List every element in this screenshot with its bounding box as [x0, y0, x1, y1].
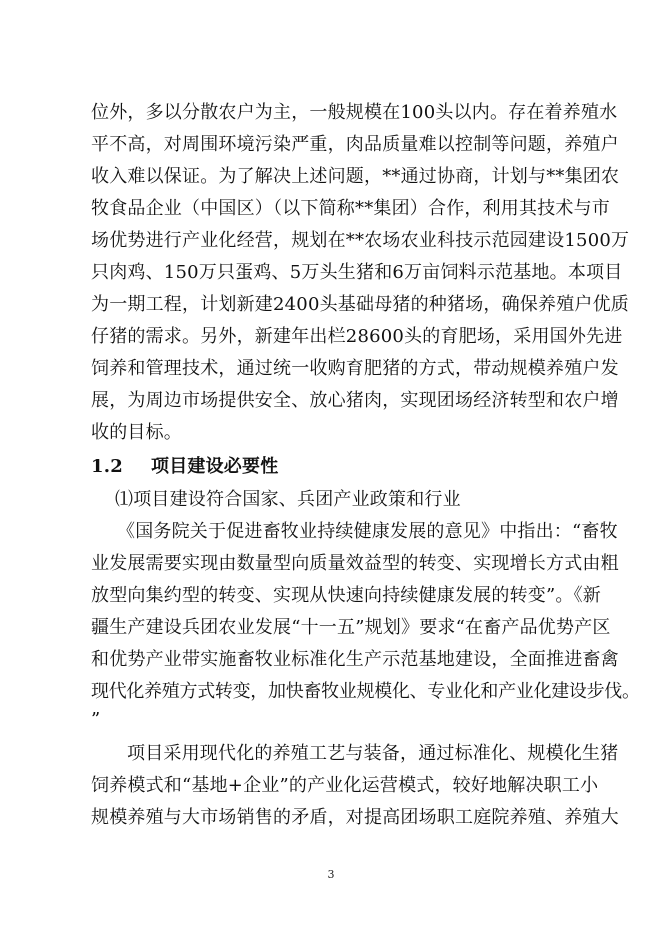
paragraph-line: 项目采用现代化的养殖工艺与装备，通过标准化、规模化生猪: [127, 743, 619, 764]
paragraph-line: 为一期工程，计划新建2400头基础母猪的种猪场，确保养殖户优质: [91, 294, 630, 315]
paragraph-line: 饲养模式和“基地+企业”的产业化运营模式，较好地解决职工小: [91, 775, 599, 796]
section-number: 1.2: [91, 456, 123, 477]
paragraph-line: 业发展需要实现由数量型向质量效益型的转变、实现增长方式由粗: [91, 553, 619, 574]
paragraph-line: 现代化养殖方式转变，加快畜牧业规模化、专业化和产业化建设步伐。: [91, 681, 640, 702]
subsection-heading: ⑴项目建设符合国家、兵团产业政策和行业: [115, 489, 461, 510]
paragraph-line: 和优势产业带实施畜牧业标准化生产示范基地建设，全面推进畜禽: [91, 649, 619, 670]
paragraph-line: 放型向集约型的转变、实现从快速向持续健康发展的转变”。《新: [91, 585, 601, 606]
paragraph-line: ”: [91, 709, 101, 730]
paragraph-line: 收入难以保证。为了解决上述问题，**通过协商，计划与**集团农: [91, 166, 620, 187]
paragraph-line: 场优势进行产业化经营，规划在**农场农业科技示范园建设1500万: [91, 230, 630, 251]
paragraph-line: 规模养殖与大市场销售的矛盾，对提高团场职工庭院养殖、养殖大: [91, 807, 619, 828]
paragraph-line: 只肉鸡、150万只蛋鸡、5万头生猪和6万亩饲料示范基地。本项目: [91, 262, 623, 283]
paragraph-line: 位外，多以分散农户为主，一般规模在100头以内。存在着养殖水: [91, 102, 618, 123]
paragraph-line: 仔猪的需求。另外，新建年出栏28600头的育肥场，采用国外先进: [91, 326, 623, 347]
paragraph-line: 《国务院关于促进畜牧业持续健康发展的意见》中指出：“畜牧: [117, 521, 618, 542]
paragraph-line: 疆生产建设兵团农业发展“十一五”规划》要求“在畜产品优势产区: [91, 617, 611, 638]
page-number: 3: [327, 868, 335, 881]
paragraph-line: 收的目标。: [91, 422, 182, 443]
paragraph-line: 展，为周边市场提供安全、放心猪肉，实现团场经济转型和农户增: [91, 390, 619, 411]
paragraph-line: 平不高，对周围环境污染严重，肉品质量难以控制等问题，养殖户: [91, 134, 619, 155]
paragraph-line: 牧食品企业（中国区）（以下简称**集团）合作，利用其技术与市: [91, 198, 610, 219]
section-title: 项目建设必要性: [151, 456, 279, 477]
paragraph-line: 饲养和管理技术，通过统一收购育肥猪的方式，带动规模养殖户发: [91, 358, 619, 379]
section-heading: [91, 455, 278, 479]
